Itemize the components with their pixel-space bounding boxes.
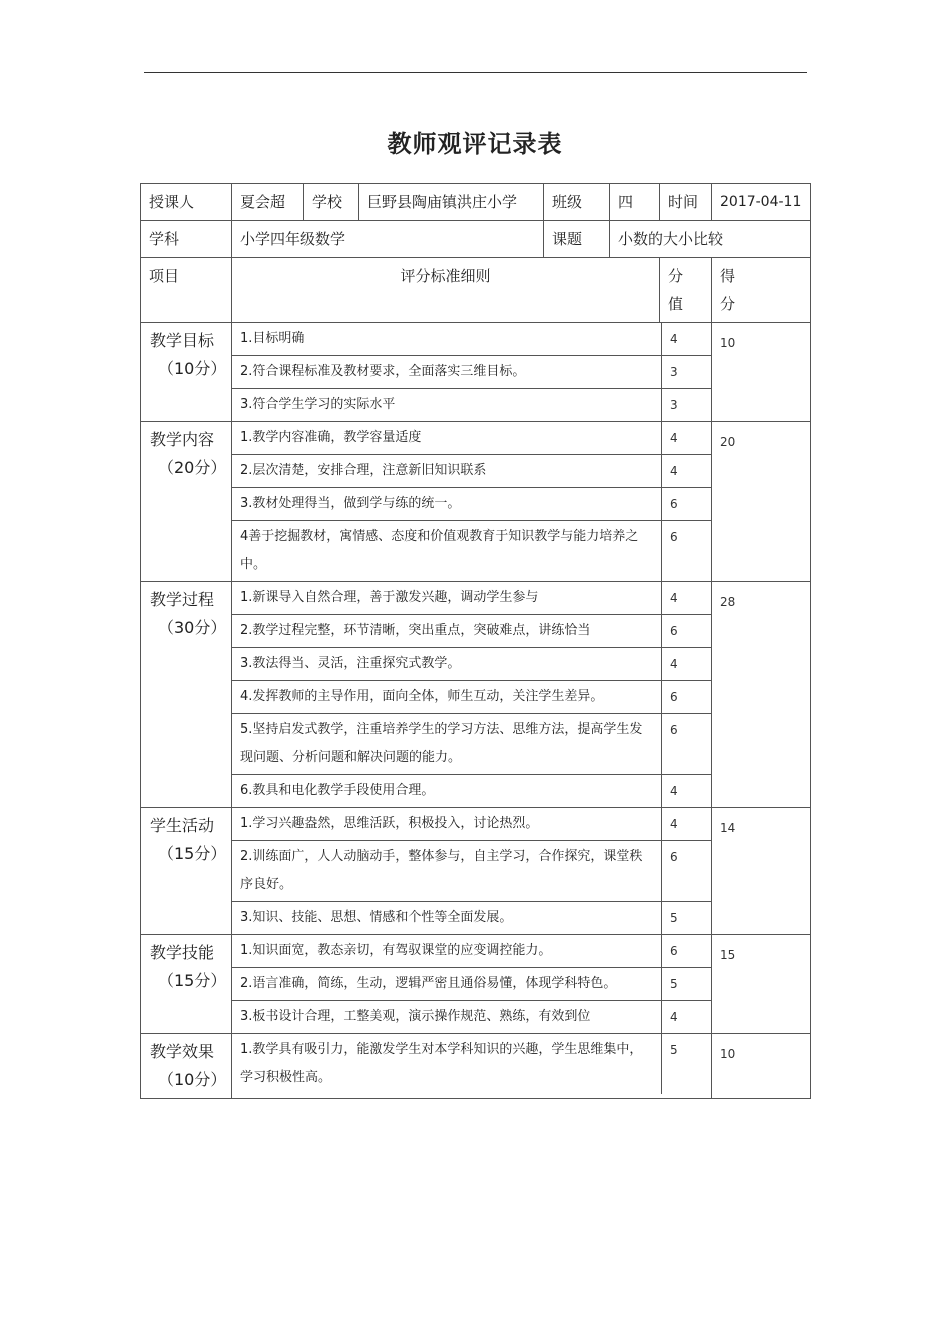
- criteria-row: [232, 389, 711, 422]
- criteria-row: [232, 422, 711, 455]
- criteria-text: 6.教具和电化教学手段使用合理。: [232, 775, 662, 808]
- criteria-row: [232, 714, 711, 775]
- section-criteria-cell: [232, 323, 712, 422]
- criteria-row: [232, 775, 711, 808]
- criteria-text: 2.符合课程标准及教材要求，全面落实三维目标。: [232, 356, 662, 389]
- teacher-value: 夏会超: [232, 184, 304, 221]
- class-value: 四: [610, 184, 660, 221]
- criteria-text: 1.目标明确: [232, 323, 662, 356]
- criteria-value: 4: [662, 1001, 712, 1034]
- criteria-text: 3.符合学生学习的实际水平: [232, 389, 662, 422]
- section-score: 15: [712, 935, 811, 1034]
- criteria-value: 6: [662, 841, 712, 902]
- criteria-list: [232, 582, 711, 807]
- criteria-row: [232, 968, 711, 1001]
- criteria-value: 3: [662, 389, 712, 422]
- section-category: [141, 1034, 232, 1099]
- criteria-text: 1.学习兴趣盎然，思维活跃，积极投入，讨论热烈。: [232, 808, 662, 841]
- criteria-row: [232, 521, 711, 582]
- criteria-text: 3.知识、技能、思想、情感和个性等全面发展。: [232, 902, 662, 935]
- section-points: （20分）: [158, 458, 227, 477]
- criteria-text: 1.教学内容准确，教学容量适度: [232, 422, 662, 455]
- criteria-value: 5: [662, 968, 712, 1001]
- score-header-line1: 得: [720, 267, 736, 285]
- criteria-value: 5: [662, 1034, 712, 1094]
- points-header-line1: 分: [668, 267, 684, 285]
- teacher-label: 授课人: [141, 184, 232, 221]
- topic-value: 小数的大小比较: [610, 221, 811, 258]
- criteria-text: 1.知识面宽，教态亲切，有驾驭课堂的应变调控能力。: [232, 935, 662, 968]
- criteria-list: [232, 323, 711, 421]
- criteria-text: 1.教学具有吸引力，能激发学生对本学科知识的兴趣，学生思维集中，学习积极性高。: [232, 1034, 662, 1094]
- score-header-line2: 分: [720, 295, 736, 313]
- criteria-text: 1.新课导入自然合理，善于激发兴趣，调动学生参与: [232, 582, 662, 615]
- section-points: （30分）: [158, 618, 227, 637]
- section-name: 教学内容: [150, 430, 215, 449]
- time-label: 时间: [660, 184, 712, 221]
- section-criteria-cell: [232, 422, 712, 582]
- criteria-list: [232, 1034, 711, 1094]
- section-category: [141, 323, 232, 422]
- criteria-row: [232, 323, 711, 356]
- criteria-value: 3: [662, 356, 712, 389]
- criteria-row: [232, 808, 711, 841]
- criteria-value: 4: [662, 648, 712, 681]
- section-points: （15分）: [158, 971, 227, 990]
- section-points: （15分）: [158, 844, 227, 863]
- criteria-row: [232, 1001, 711, 1034]
- section-name: 学生活动: [150, 816, 215, 835]
- section-score: 10: [712, 323, 811, 422]
- criteria-text: 4.发挥教师的主导作用，面向全体，师生互动，关注学生差异。: [232, 681, 662, 714]
- section-row: [141, 582, 811, 808]
- criteria-row: [232, 935, 711, 968]
- section-row: [141, 935, 811, 1034]
- column-header-row: [141, 258, 811, 323]
- criteria-row: [232, 488, 711, 521]
- criteria-value: 4: [662, 455, 712, 488]
- section-row: [141, 1034, 811, 1099]
- points-header-line2: 值: [668, 295, 684, 313]
- section-criteria-cell: [232, 808, 712, 935]
- evaluation-table: [140, 183, 811, 1099]
- section-row: [141, 323, 811, 422]
- section-criteria-cell: [232, 935, 712, 1034]
- criteria-text: 3.教材处理得当，做到学与练的统一。: [232, 488, 662, 521]
- info-row-1: [141, 184, 811, 221]
- subject-value: 小学四年级数学: [232, 221, 544, 258]
- criteria-row: [232, 681, 711, 714]
- criteria-value: 4: [662, 808, 712, 841]
- criteria-text: 2.教学过程完整，环节清晰，突出重点，突破难点，讲练恰当: [232, 615, 662, 648]
- section-score: 28: [712, 582, 811, 808]
- criteria-row: [232, 455, 711, 488]
- criteria-header: 评分标准细则: [232, 258, 660, 323]
- school-value: 巨野县陶庙镇洪庄小学: [359, 184, 544, 221]
- section-row: [141, 422, 811, 582]
- section-category: [141, 582, 232, 808]
- topic-label: 课题: [544, 221, 610, 258]
- criteria-value: 4: [662, 775, 712, 808]
- section-name: 教学技能: [150, 943, 215, 962]
- criteria-value: 5: [662, 902, 712, 935]
- subject-label: 学科: [141, 221, 232, 258]
- score-header: [712, 258, 811, 323]
- section-points: （10分）: [158, 1070, 227, 1089]
- criteria-text: 3.教法得当、灵活，注重探究式教学。: [232, 648, 662, 681]
- info-row-2: [141, 221, 811, 258]
- item-header: 项目: [141, 258, 232, 323]
- criteria-row: [232, 648, 711, 681]
- criteria-list: [232, 422, 711, 581]
- criteria-value: 6: [662, 681, 712, 714]
- criteria-value: 4: [662, 323, 712, 356]
- section-criteria-cell: [232, 1034, 712, 1099]
- criteria-value: 6: [662, 488, 712, 521]
- section-score: 20: [712, 422, 811, 582]
- section-name: 教学过程: [150, 590, 215, 609]
- class-label: 班级: [544, 184, 610, 221]
- section-name: 教学效果: [150, 1042, 215, 1061]
- criteria-value: 6: [662, 521, 712, 582]
- criteria-value: 6: [662, 615, 712, 648]
- criteria-text: 2.语言准确，简练，生动，逻辑严密且通俗易懂，体现学科特色。: [232, 968, 662, 1001]
- criteria-value: 6: [662, 935, 712, 968]
- criteria-value: 6: [662, 714, 712, 775]
- criteria-row: [232, 615, 711, 648]
- criteria-value: 4: [662, 582, 712, 615]
- criteria-list: [232, 935, 711, 1033]
- header-rule: [144, 72, 807, 73]
- section-score: 14: [712, 808, 811, 935]
- section-points: （10分）: [158, 359, 227, 378]
- time-value: 2017-04-11: [712, 184, 811, 221]
- section-score: 10: [712, 1034, 811, 1099]
- section-row: [141, 808, 811, 935]
- section-criteria-cell: [232, 582, 712, 808]
- criteria-list: [232, 808, 711, 934]
- criteria-value: 4: [662, 422, 712, 455]
- criteria-text: 4善于挖掘教材，寓情感、态度和价值观教育于知识教学与能力培养之中。: [232, 521, 662, 582]
- section-category: [141, 422, 232, 582]
- section-category: [141, 808, 232, 935]
- criteria-row: [232, 582, 711, 615]
- criteria-row: [232, 1034, 711, 1094]
- criteria-row: [232, 841, 711, 902]
- criteria-row: [232, 356, 711, 389]
- criteria-text: 2.层次清楚，安排合理，注意新旧知识联系: [232, 455, 662, 488]
- criteria-row: [232, 902, 711, 935]
- section-name: 教学目标: [150, 331, 215, 350]
- criteria-text: 2.训练面广，人人动脑动手，整体参与，自主学习，合作探究，课堂秩序良好。: [232, 841, 662, 902]
- points-header: [660, 258, 712, 323]
- criteria-text: 5.坚持启发式教学，注重培养学生的学习方法、思维方法，提高学生发现问题、分析问题和解决问题的能力。: [232, 714, 662, 775]
- criteria-text: 3.板书设计合理，工整美观，演示操作规范、熟练，有效到位: [232, 1001, 662, 1034]
- school-label: 学校: [304, 184, 359, 221]
- section-category: [141, 935, 232, 1034]
- page-title: 教师观评记录表: [387, 130, 563, 158]
